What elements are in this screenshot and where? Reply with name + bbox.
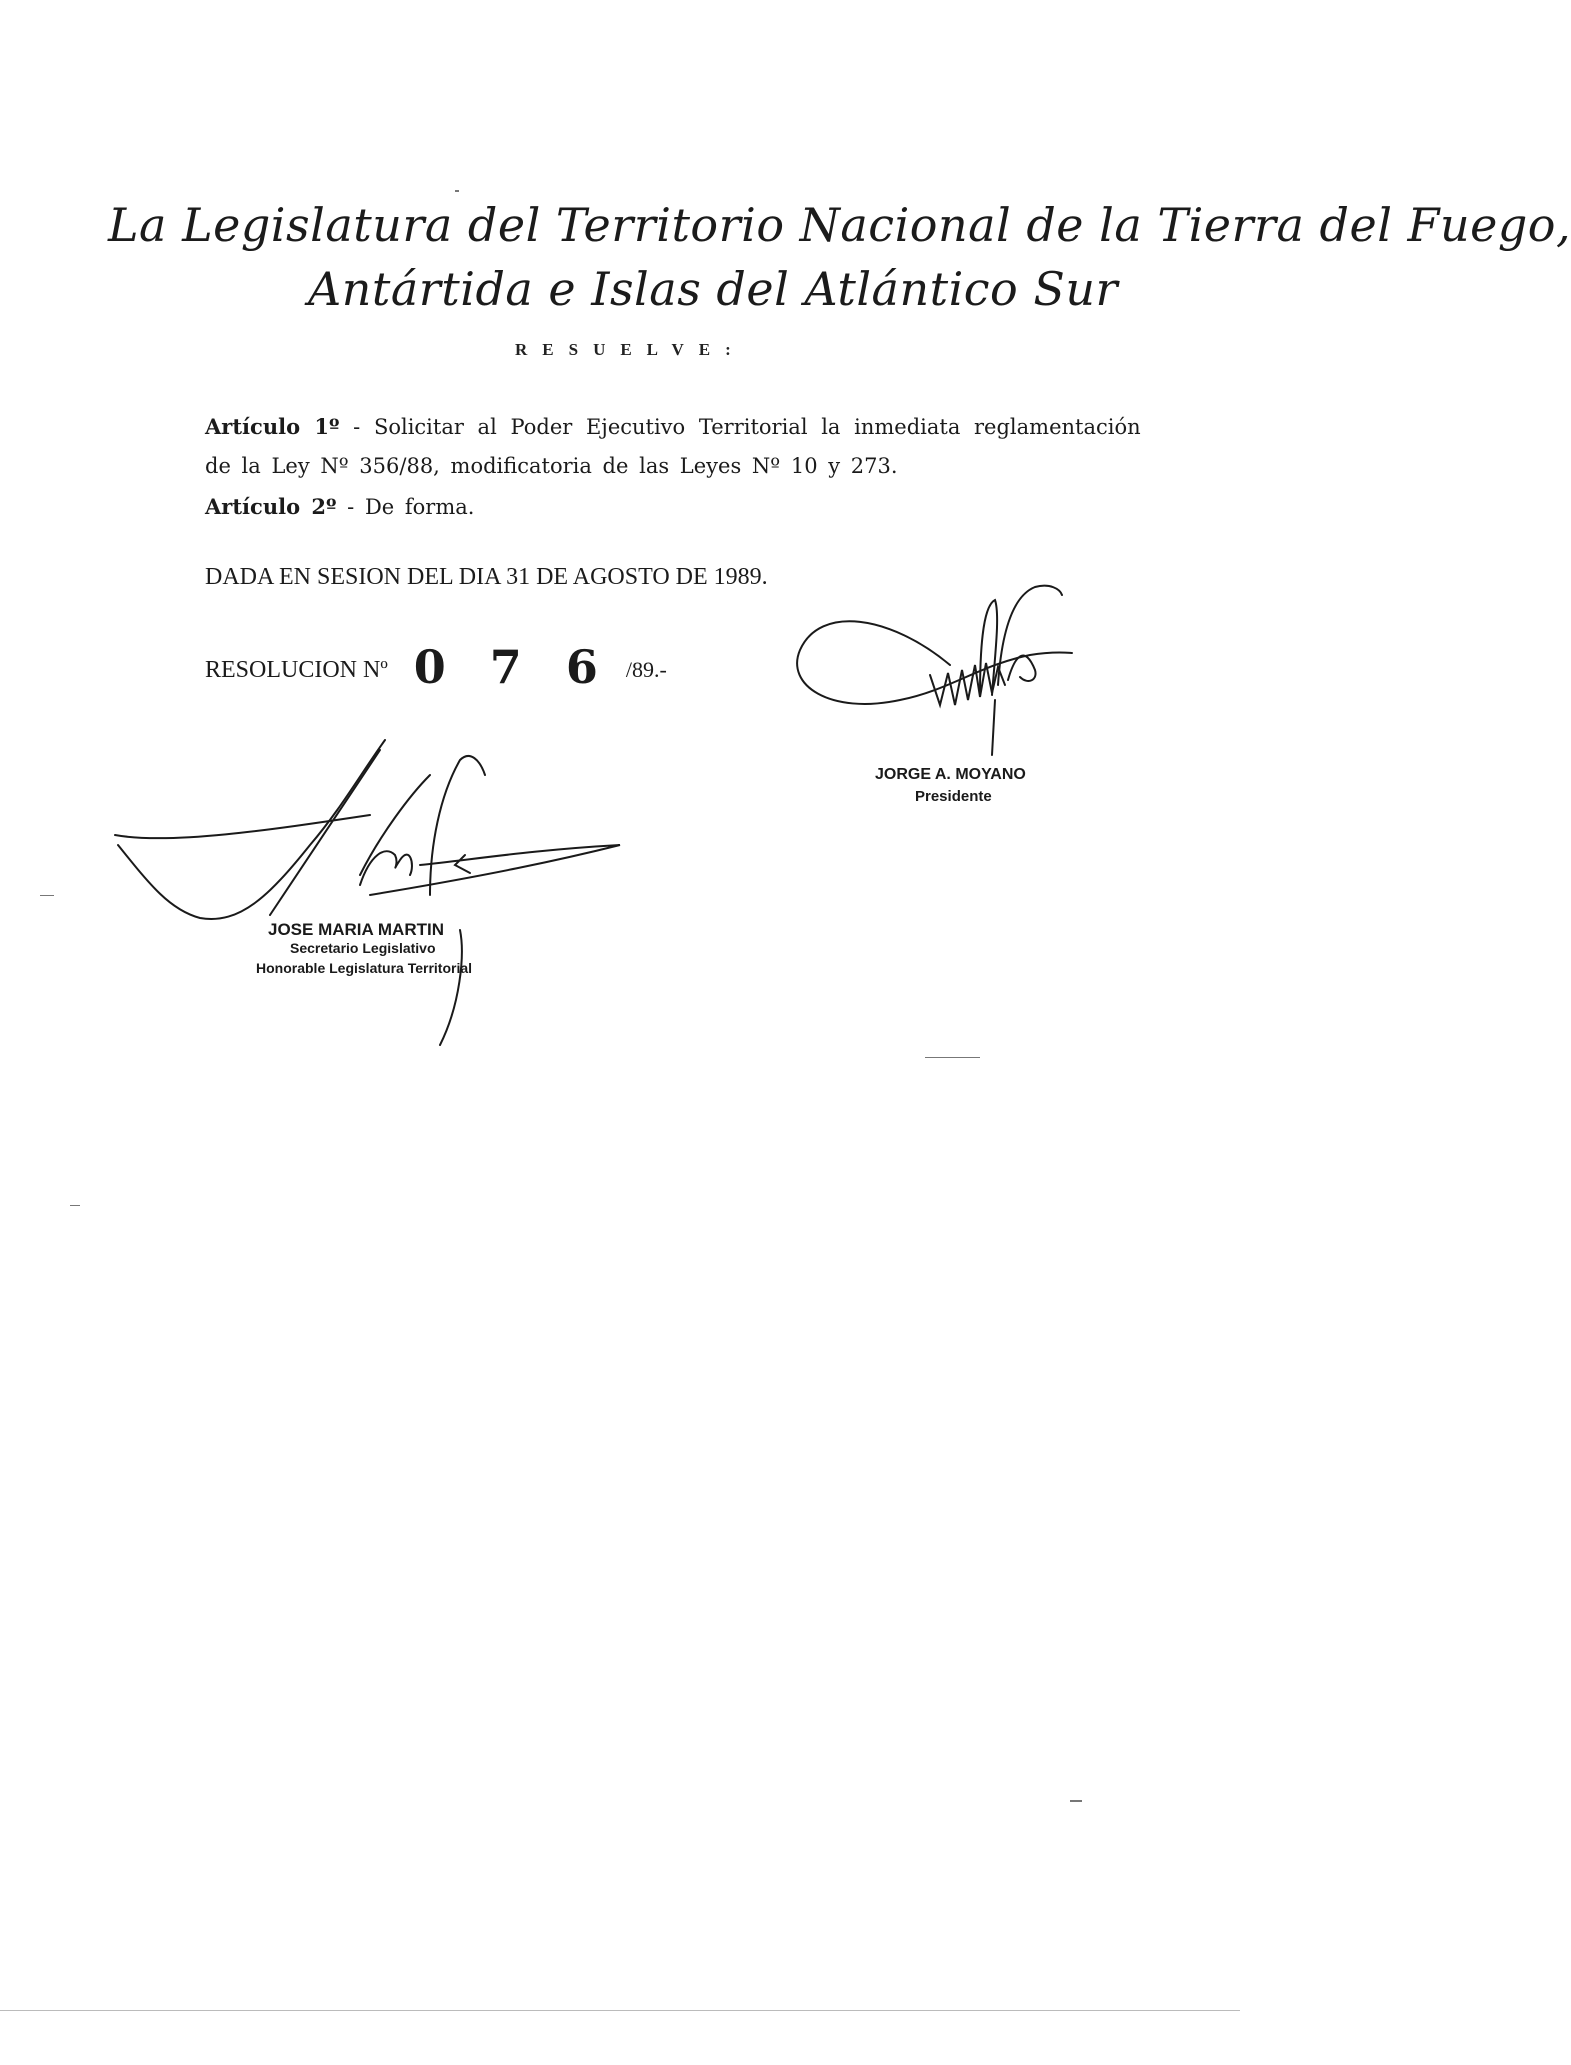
scan-speck [925,1057,980,1058]
article-1-label: Artículo 1º [205,414,340,439]
secretary-organization: Honorable Legislatura Territorial [256,960,473,976]
header-line-2: Antártida e Islas del Atlántico Sur [308,262,1118,316]
article-1-continuation: de la Ley Nº 356/88, modificatoria de las Leyes Nº 10 y 273. [205,454,898,478]
scan-speck [1070,1800,1082,1802]
scan-speck [40,895,54,896]
header-line-1: La Legislatura del Territorio Nacional de la Tierra del Fuego, [108,198,1571,252]
secretary-signature [110,735,630,1055]
resolution-line [205,640,667,694]
resuelve-heading: RESUELVE: [515,340,746,359]
scan-speck [0,2010,1240,2011]
secretary-title: Secretario Legislativo [290,940,436,956]
article-1 [205,414,1141,439]
president-title: Presidente [915,788,992,805]
article-2 [205,494,474,519]
secretary-name: JOSE MARIA MARTIN [268,920,444,939]
session-date: DADA EN SESION DEL DIA 31 DE AGOSTO DE 1989. [205,564,768,590]
scan-speck [70,1205,80,1206]
scan-speck [455,190,459,192]
article-1-text: - Solicitar al Poder Ejecutivo Territorial la inmediata reglamentación [339,415,1141,439]
resolution-number: 0 7 6 [413,640,612,694]
president-signature [780,575,1080,765]
article-2-text: - De forma. [336,495,475,519]
president-name: JORGE A. MOYANO [875,766,1026,783]
resolution-year: /89.- [625,657,667,682]
article-2-label: Artículo 2º [205,494,337,519]
resolution-label: RESOLUCION Nº [205,657,388,683]
